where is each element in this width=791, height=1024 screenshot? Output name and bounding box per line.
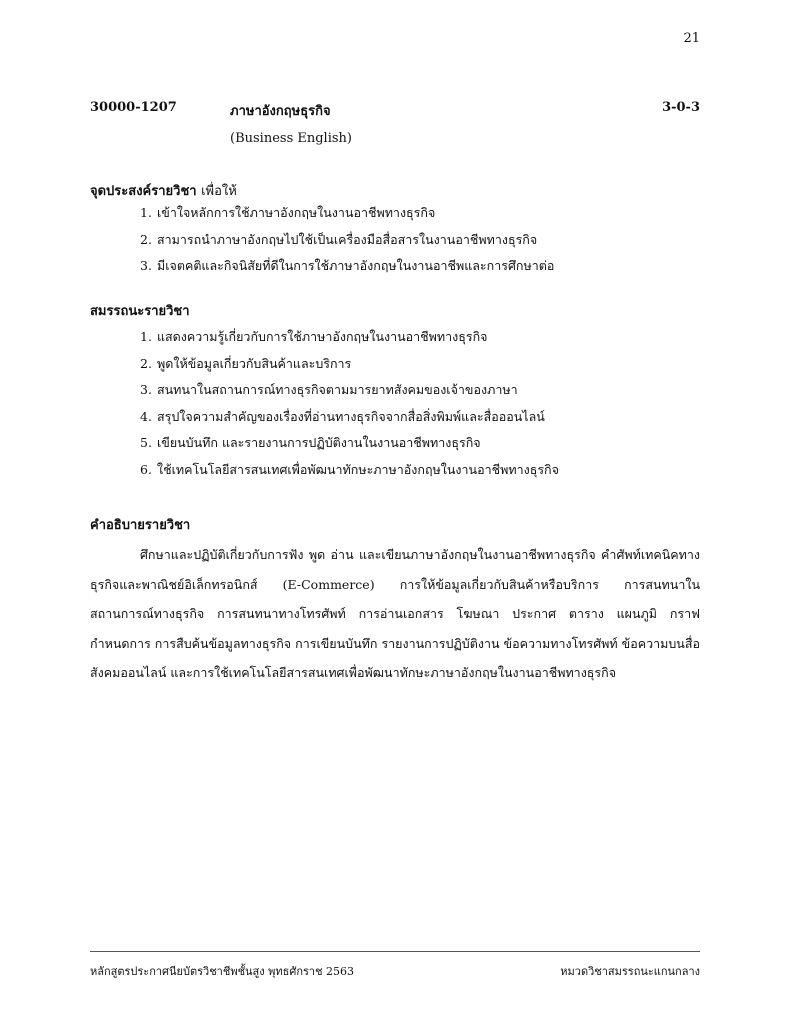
competency-item [140,406,559,433]
course-credits: 3-0-3 [662,100,700,115]
item-number: 1. [140,205,152,220]
competencies-heading: สมรรถนะรายวิชา [90,304,190,319]
item-number: 2. [140,355,152,371]
item-text: แสดงความรู้เกี่ยวกับการใช้ภาษาอังกฤษในงานอาชีพทางธุรกิจ [157,329,488,344]
page-number: 21 [683,31,700,46]
competencies-list [140,326,559,485]
course-code: 30000-1207 [90,100,177,115]
description-heading: คำอธิบายรายวิชา [90,518,191,533]
item-number: 5. [140,435,152,450]
item-text: เขียนบันทึก และรายงานการปฏิบัติงานในงานอาชีพทางธุรกิจ [157,435,481,450]
item-text: พูดให้ข้อมูลเกี่ยวกับสินค้าและบริการ [157,355,352,371]
course-title-english: (Business English) [230,131,352,146]
item-text: มีเจตคติและกิจนิสัยที่ดีในการใช้ภาษาอังกฤษในงานอาชีพและการศึกษาต่อ [157,258,555,273]
item-number: 3. [140,258,152,273]
footer-curriculum: หลักสูตรประกาศนียบัตรวิชาชีพชั้นสูง พุทธศักราช 2563 [90,965,355,978]
competency-item [140,379,559,406]
item-number: 3. [140,382,152,397]
footer-divider [90,951,700,952]
competency-item [140,353,559,380]
item-text: สรุปใจความสำคัญของเรื่องที่อ่านทางธุรกิจจากสื่อสิ่งพิมพ์และสื่อออนไลน์ [157,408,545,424]
item-number: 4. [140,408,152,424]
objective-item [140,202,554,229]
item-text: สนทนาในสถานการณ์ทางธุรกิจตามมารยาทสังคมของเจ้าของภาษา [157,382,518,397]
course-title-thai: ภาษาอังกฤษธุรกิจ [230,104,331,119]
course-header [90,100,700,122]
description-text: ศึกษาและปฏิบัติเกี่ยวกับการฟัง พูด อ่าน และเขียนภาษาอังกฤษในงานอาชีพทางธุรกิจ คำศัพท์เทคนิคทางธุรกิจและพาณิชย์อิเล็กทรอนิกส์ (E-Commerce) การให้ข้อมูลเกี่ยวกับสินค้าหรือบริการ การสนทนาในสถานการณ์ทางธุรกิจ การสนทนาทางโทรศัพท์ การอ่านเอกสาร โฆษณา ประกาศ ตาราง แผนภูมิ กราฟ กำหนดการ การสืบค้นข้อมูลทางธุรกิจ การเขียนบันทึก รายงานการปฏิบัติงาน ข้อความทางโทรศัพท์ ข้อความบนสื่อสังคมออนไลน์ และการใช้เทคโนโลยีสารสนเทศเพื่อพัฒนาทักษะภาษาอังกฤษในงานอาชีพทางธุรกิจ [90,547,700,680]
item-text: ใช้เทคโนโลยีสารสนเทศเพื่อพัฒนาทักษะภาษาอังกฤษในงานอาชีพทางธุรกิจ [157,461,559,477]
objectives-heading-label: จุดประสงค์รายวิชา [90,184,197,199]
objectives-list [140,202,554,282]
footer-category: หมวดวิชาสมรรถนะแกนกลาง [560,965,700,978]
objectives-heading-suffix: เพื่อให้ [201,184,237,199]
competency-item [140,432,559,459]
item-number: 1. [140,329,152,344]
item-number: 2. [140,231,152,247]
objectives-heading [90,180,237,201]
objective-item [140,255,554,282]
competency-item [140,459,559,486]
item-number: 6. [140,461,152,477]
item-text: เข้าใจหลักการใช้ภาษาอังกฤษในงานอาชีพทางธุรกิจ [157,205,436,220]
competency-item [140,326,559,353]
item-text: สามารถนำภาษาอังกฤษไปใช้เป็นเครื่องมือสื่อสารในงานอาชีพทางธุรกิจ [157,231,538,247]
objective-item [140,229,554,256]
